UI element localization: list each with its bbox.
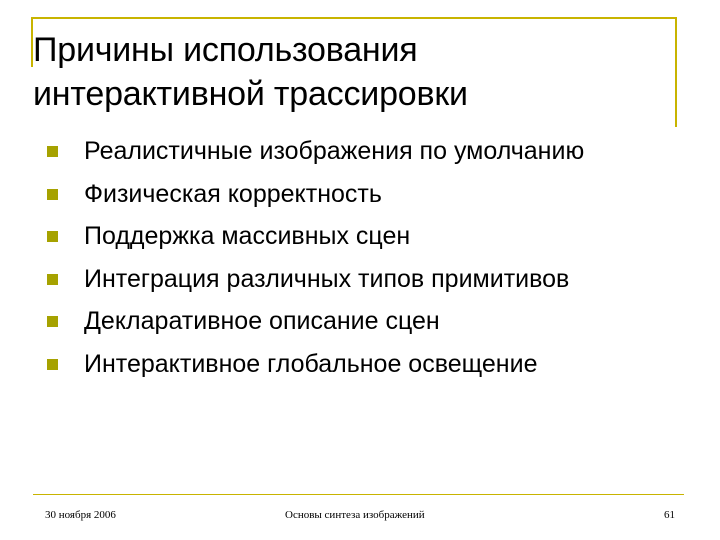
footer-course-title: Основы синтеза изображений bbox=[285, 509, 425, 521]
bullet-text: Декларативное описание сцен bbox=[84, 307, 440, 335]
square-bullet-icon bbox=[47, 231, 58, 242]
bullet-text: Реалистичные изображения по умолчанию bbox=[84, 137, 585, 165]
frame-right-rule bbox=[675, 17, 677, 127]
square-bullet-icon bbox=[47, 274, 58, 285]
slide-title-line-1: Причины использования bbox=[33, 31, 418, 69]
frame-top-rule bbox=[31, 17, 676, 19]
bullet-item bbox=[47, 176, 687, 219]
page-number: 61 bbox=[664, 509, 675, 521]
square-bullet-icon bbox=[47, 359, 58, 370]
bullet-item bbox=[47, 133, 687, 176]
square-bullet-icon bbox=[47, 189, 58, 200]
bullet-text: Физическая корректность bbox=[84, 179, 382, 208]
slide-title bbox=[33, 28, 673, 116]
bullet-text: Интеграция различных типов примитивов bbox=[84, 264, 570, 293]
bullet-item bbox=[47, 218, 687, 261]
bullet-text: Поддержка массивных сцен bbox=[84, 222, 411, 250]
bullet-list bbox=[47, 133, 687, 388]
bullet-item bbox=[47, 346, 687, 389]
footer-rule bbox=[33, 494, 684, 495]
square-bullet-icon bbox=[47, 316, 58, 327]
bullet-item bbox=[47, 303, 687, 346]
footer-date: 30 ноября 2006 bbox=[45, 509, 116, 521]
bullet-text: Интерактивное глобальное освещение bbox=[84, 349, 538, 378]
square-bullet-icon bbox=[47, 146, 58, 157]
slide-title-line-2: интерактивной трассировки bbox=[33, 75, 468, 113]
bullet-item bbox=[47, 261, 687, 304]
